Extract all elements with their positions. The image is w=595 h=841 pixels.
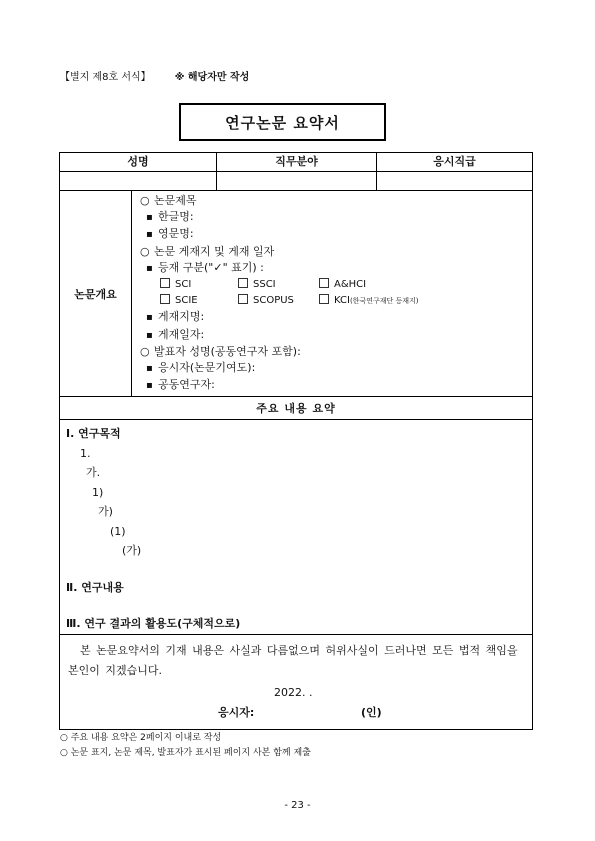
section-purpose-heading: Ⅰ. 연구목적 <box>66 427 121 441</box>
section-content-heading: Ⅱ. 연구내용 <box>66 580 124 594</box>
scopus-checkbox[interactable] <box>238 293 319 309</box>
circle-bullet-icon: ○ <box>140 194 150 207</box>
outline-level-6: (가) <box>122 544 142 558</box>
applicable-note: ※ 해당자만 작성 <box>174 72 250 83</box>
square-bullet-icon: ▪ <box>146 312 153 324</box>
paper-title-label: 논문제목 <box>154 194 197 207</box>
outline-body <box>132 191 533 397</box>
job-field-cell[interactable] <box>217 172 377 191</box>
checkbox-icon <box>319 294 329 304</box>
seal-mark: (인) <box>361 705 382 719</box>
circle-bullet-icon: ○ <box>140 244 150 258</box>
page-number: - 23 - <box>284 800 311 811</box>
index-checkbox-row-2 <box>140 293 532 309</box>
ssci-checkbox[interactable] <box>238 277 319 293</box>
summary-form-table <box>59 152 533 730</box>
ssci-label: SSCI <box>253 279 276 291</box>
outline-label: 논문개요 <box>60 191 132 397</box>
publication-date-label: 게재일자: <box>158 327 205 341</box>
footnote-2: ○ 논문 표지, 논문 제목, 발표자가 표시된 페이지 사본 함께 제출 <box>60 748 311 758</box>
kci-label: KCI <box>334 295 350 307</box>
footnotes <box>60 731 311 761</box>
outline-row <box>60 191 533 397</box>
section-utilization-heading: Ⅲ. 연구 결과의 활용도(구체적으로) <box>66 617 241 631</box>
name-cell[interactable] <box>60 172 217 191</box>
square-bullet-icon: ▪ <box>146 380 153 392</box>
checkbox-icon <box>238 294 248 304</box>
ahci-checkbox[interactable] <box>319 277 366 293</box>
circle-bullet-icon: ○ <box>140 344 150 358</box>
square-bullet-icon: ▪ <box>146 262 153 274</box>
declaration-statement: 본 논문요약서의 기재 내용은 사실과 다름없으며 허위사실이 드러나면 모든 법적 책임을 본인이 지겠습니다. <box>68 643 518 677</box>
outline-level-1: 1. <box>80 446 91 460</box>
outline-level-5: (1) <box>110 524 126 538</box>
form-number: 【별지 제8호 서식】 <box>60 72 151 83</box>
outline-level-4: 가) <box>98 505 113 519</box>
square-bullet-icon: ▪ <box>146 229 153 241</box>
form-header <box>60 68 249 83</box>
document-title: 연구논문 요약서 <box>179 103 386 141</box>
ahci-label: A&HCI <box>334 279 367 291</box>
square-bullet-icon: ▪ <box>146 363 153 375</box>
english-title-label: 영문명: <box>158 227 194 241</box>
summary-title-row <box>60 397 533 420</box>
footnote-1: ○ 주요 내용 요약은 2페이지 이내로 작성 <box>60 733 222 743</box>
presenter-names-label: 발표자 성명(공동연구자 포함): <box>154 344 301 358</box>
job-field-header: 직무분야 <box>217 153 377 172</box>
scopus-label: SCOPUS <box>253 295 294 307</box>
sci-label: SCI <box>175 279 192 291</box>
declaration-cell <box>60 634 533 729</box>
table-header-row <box>60 153 533 172</box>
table-input-row <box>60 172 533 191</box>
declaration-date: 2022. . <box>274 685 313 699</box>
korean-title-label: 한글명: <box>158 210 194 224</box>
co-researchers-label: 공동연구자: <box>158 378 215 392</box>
checkbox-icon <box>160 278 170 288</box>
applicant-signature-label: 응시자: <box>218 705 255 719</box>
index-checkbox-row-1 <box>140 277 532 293</box>
declaration-row <box>60 634 533 729</box>
summary-title: 주요 내용 요약 <box>60 397 533 420</box>
checkbox-icon <box>238 278 248 288</box>
checkbox-icon <box>160 294 170 304</box>
journal-date-label: 논문 게재지 및 게재 일자 <box>154 244 275 258</box>
kci-note: (한국연구재단 등재지) <box>349 297 419 306</box>
applied-grade-cell[interactable] <box>377 172 533 191</box>
applied-grade-header: 응시직급 <box>377 153 533 172</box>
kci-checkbox[interactable] <box>319 293 419 309</box>
square-bullet-icon: ▪ <box>146 329 153 341</box>
summary-content-row <box>60 420 533 635</box>
checkbox-icon <box>319 278 329 288</box>
index-category-label: 등재 구분("✓" 표기) : <box>158 260 264 274</box>
sci-checkbox[interactable] <box>160 277 238 293</box>
outline-level-2: 가. <box>86 466 101 480</box>
summary-content[interactable] <box>60 420 533 635</box>
name-header: 성명 <box>60 153 217 172</box>
scie-label: SCIE <box>175 295 198 307</box>
applicant-contribution-label: 응시자(논문기여도): <box>158 361 256 375</box>
scie-checkbox[interactable] <box>160 293 238 309</box>
square-bullet-icon: ▪ <box>146 212 153 224</box>
journal-name-label: 게재지명: <box>158 310 205 324</box>
outline-level-3: 1) <box>92 485 104 499</box>
